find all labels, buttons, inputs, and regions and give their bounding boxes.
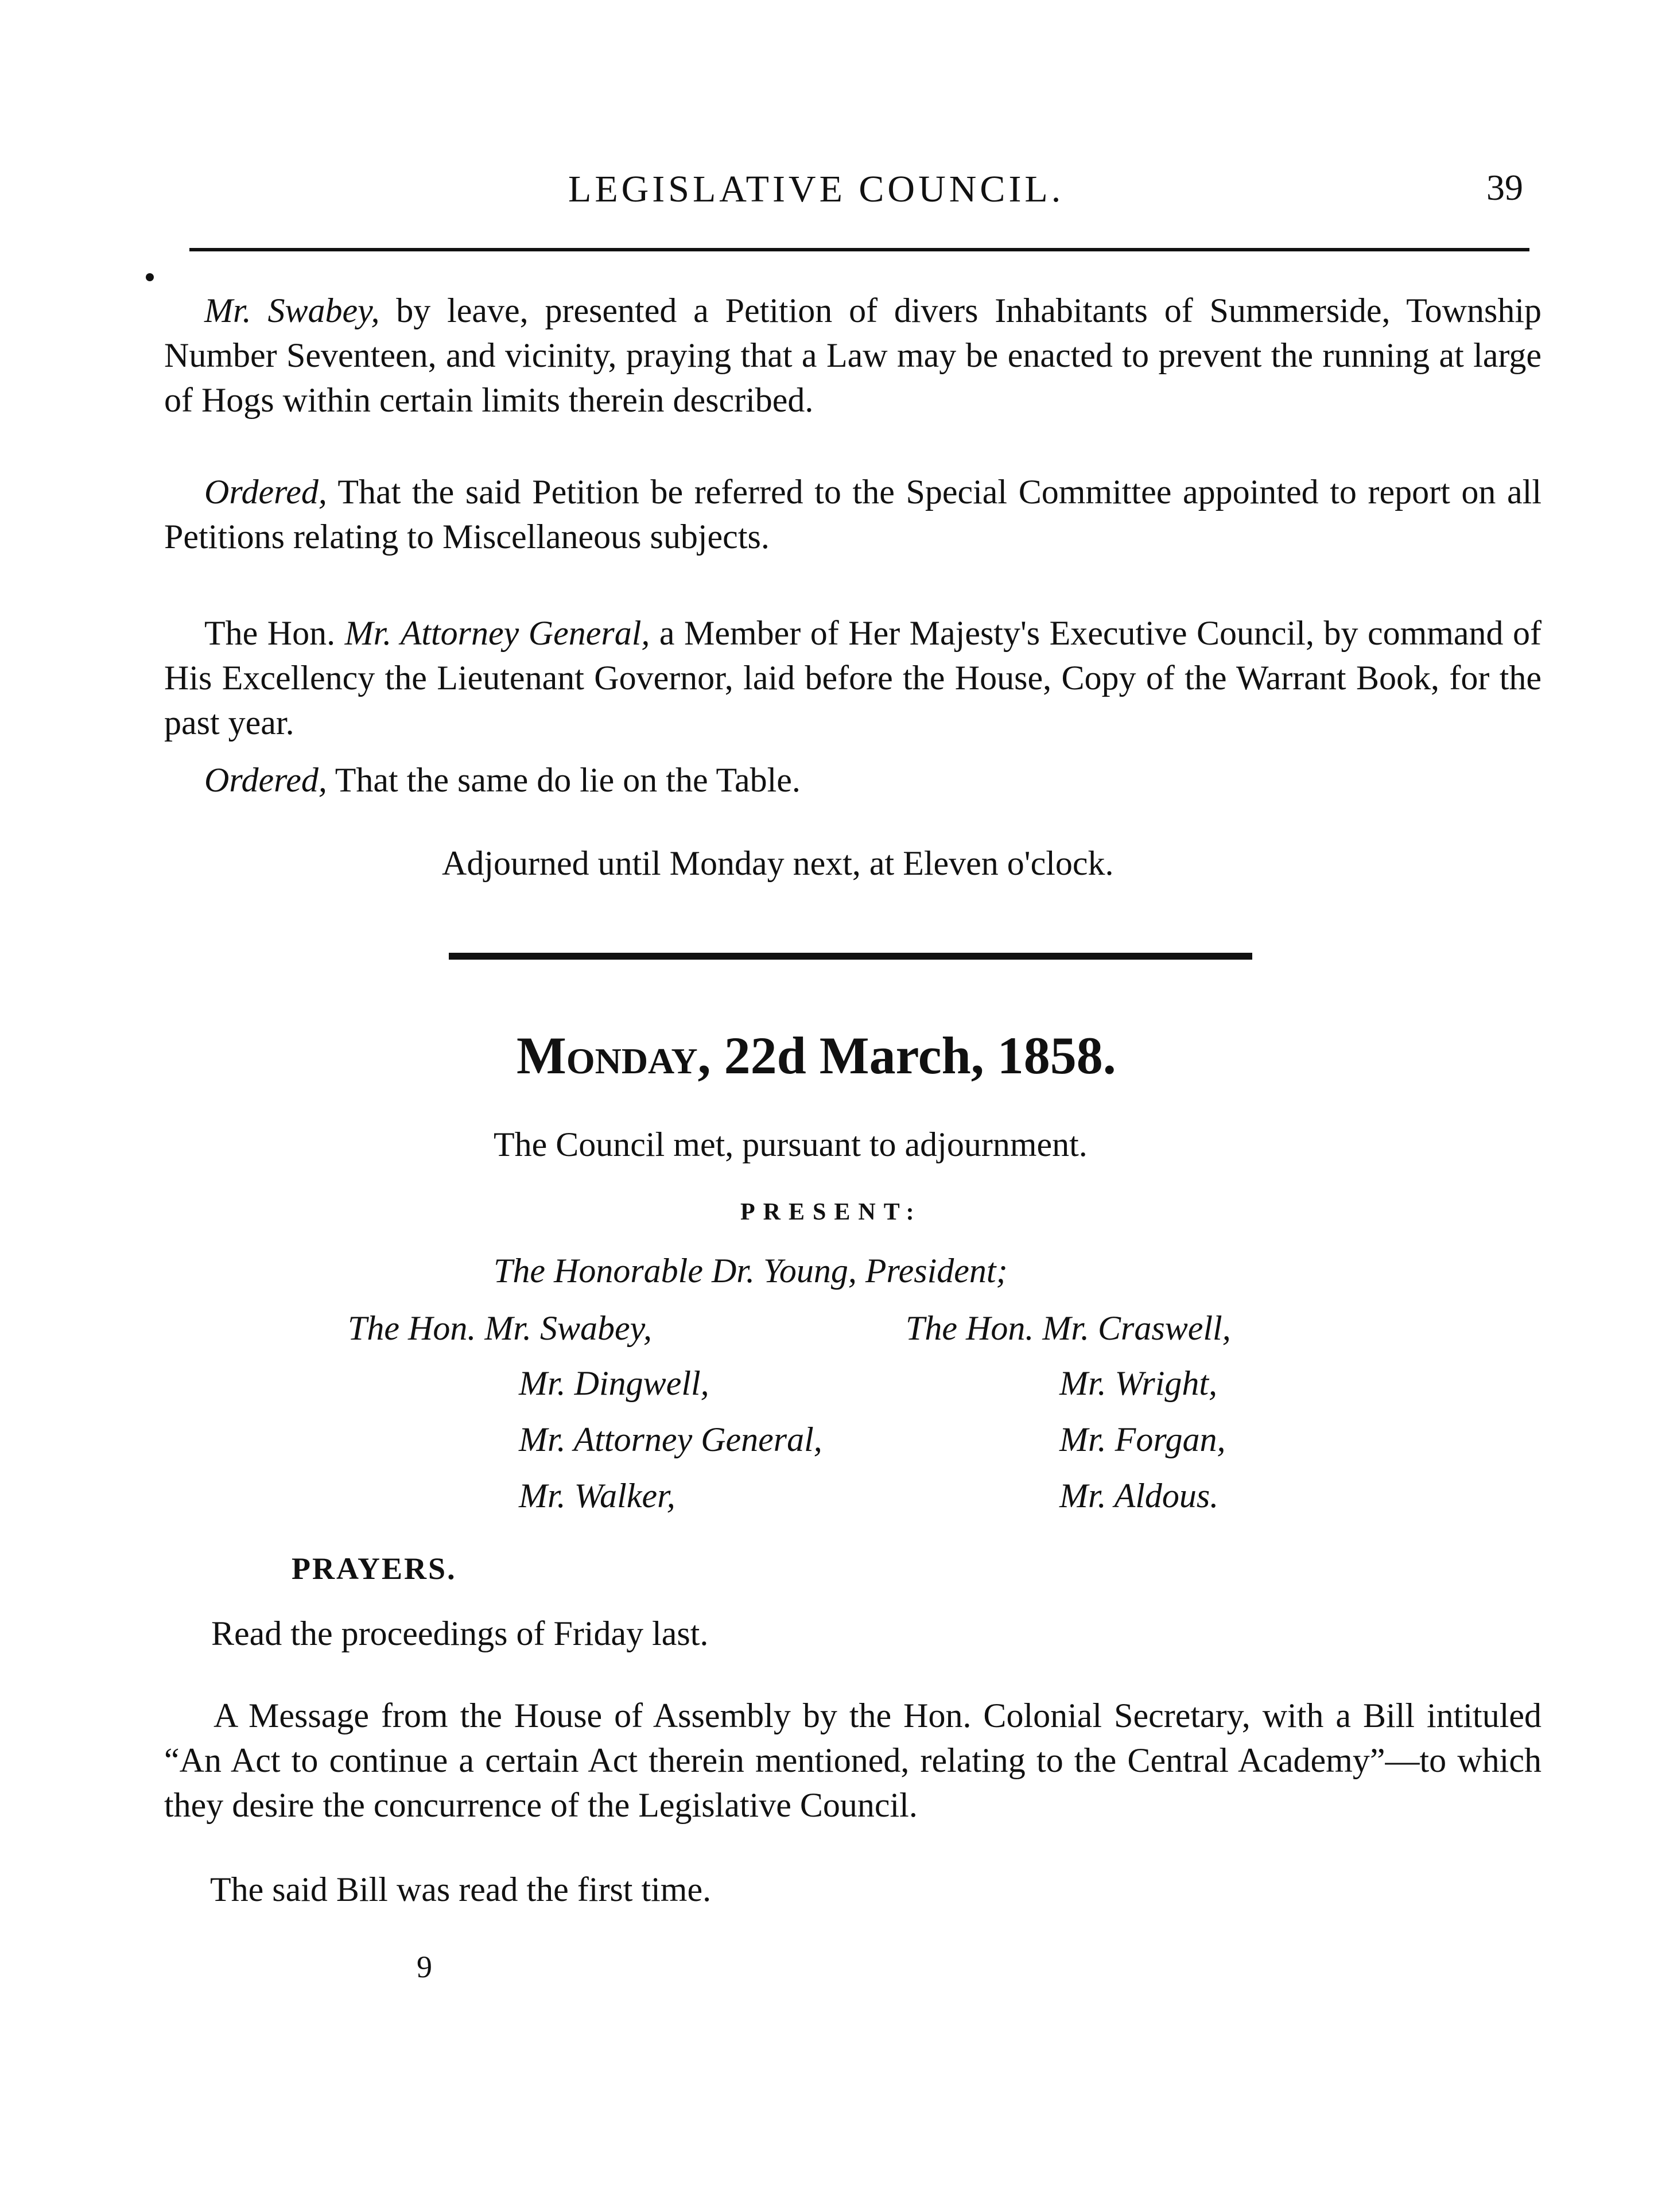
council-met-line: The Council met, pursuant to adjournment. — [494, 1126, 1088, 1163]
present-label: PRESENT: — [740, 1199, 922, 1225]
member-right: Mr. Forgan, — [1059, 1421, 1226, 1458]
member-left: Mr. Attorney General, — [519, 1421, 822, 1458]
read-proceedings-line: Read the proceedings of Friday last. — [211, 1615, 709, 1652]
member-right: Mr. Wright, — [1059, 1364, 1218, 1402]
sitting-date: 22d March, 1858. — [724, 1026, 1116, 1085]
member-right: Mr. Aldous. — [1059, 1477, 1219, 1515]
petition-speaker: Mr. Swabey, — [204, 292, 380, 329]
petition-text: by leave, presented a Petition of divers Inhabitants of Summerside, Township Number Seventeen, and vicinity, praying that a Law may be enacted to prevent the running at large of Hogs within certain limits therein described. — [164, 292, 1542, 419]
sitting-date-heading — [517, 1025, 1116, 1086]
margin-dot — [146, 273, 154, 281]
ordered-referral-paragraph — [164, 469, 1541, 559]
running-header-title: LEGISLATIVE COUNCIL. — [568, 168, 1065, 210]
member-right: The Hon. Mr. Craswell, — [906, 1309, 1231, 1347]
page-number: 39 — [1486, 167, 1523, 208]
member-left: The Hon. Mr. Swabey, — [348, 1309, 652, 1347]
ordered-referral-text: That the said Petition be referred to the Special Committee appointed to report on all Petitions relating to Miscellaneous subjects. — [164, 473, 1542, 556]
assembly-message-paragraph: A Message from the House of Assembly by the Hon. Colonial Secretary, with a Bill intituled “An Act to continue a certain Act therein mentioned, relating to the Central Academy”—to which they desire the concurrence of the Legislative Council. — [164, 1697, 1541, 1824]
warrant-book-paragraph — [164, 611, 1541, 745]
warrant-book-text: a Member of Her Majesty's Executive Council, by command of His Excellency the Lieutenant Governor, laid before the House, Copy of the Warrant Book, for the past year. — [164, 614, 1542, 742]
attorney-prefix: The Hon. — [204, 614, 336, 652]
adjournment-line: Adjourned until Monday next, at Eleven o'clock. — [442, 844, 1114, 882]
ordered-table-text: That the same do lie on the Table. — [335, 761, 801, 799]
member-left: Mr. Dingwell, — [519, 1364, 709, 1402]
header-rule — [189, 248, 1529, 251]
sitting-day: Monday, — [517, 1026, 711, 1085]
president-line: The Honorable Dr. Young, President; — [494, 1252, 1008, 1290]
section-divider — [449, 953, 1252, 960]
petition-paragraph — [164, 288, 1541, 422]
signature-mark: 9 — [417, 1950, 432, 1984]
ordered-label: Ordered, — [204, 473, 327, 511]
ordered-label: Ordered, — [204, 761, 327, 799]
member-left: Mr. Walker, — [519, 1477, 675, 1515]
ordered-table-paragraph — [204, 758, 1524, 802]
prayers-heading: PRAYERS. — [292, 1551, 457, 1586]
attorney-name: Mr. Attorney General, — [344, 614, 650, 652]
first-reading-line: The said Bill was read the first time. — [210, 1871, 712, 1908]
